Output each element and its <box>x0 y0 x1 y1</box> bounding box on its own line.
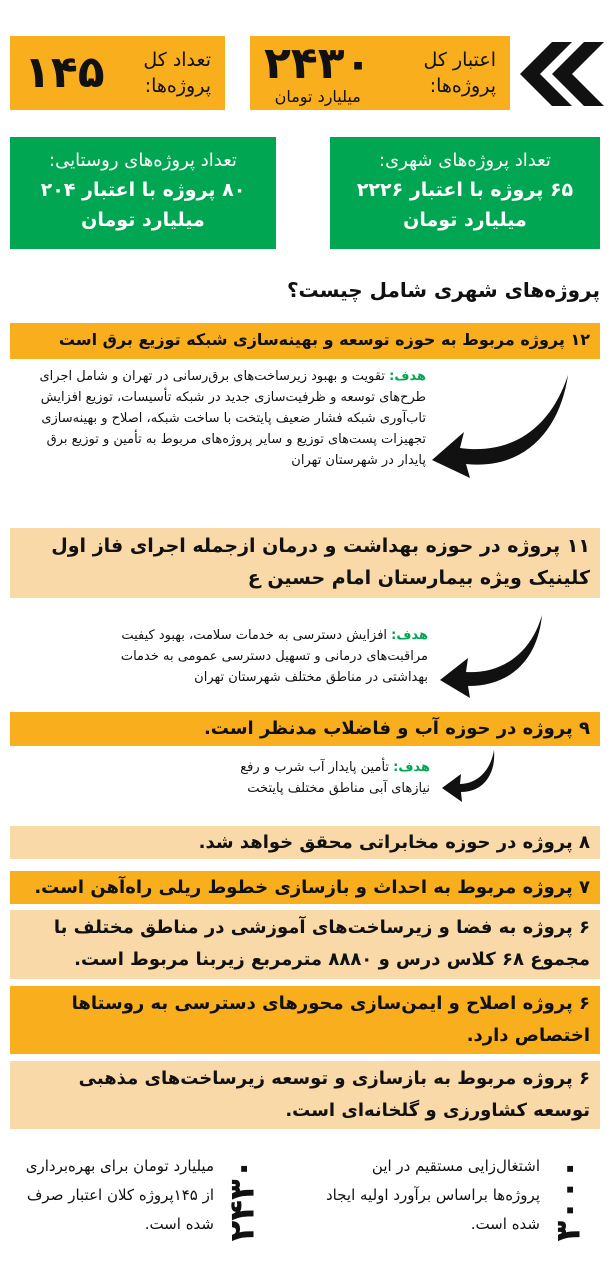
jobs-text: اشتغال‌زایی مستقیم در این پروژه‌ها براساس برآورد اولیه ایجاد شده است. <box>325 1157 540 1233</box>
credit-text: میلیارد تومان برای بهره‌برداری از ۱۴۵پروژه کلان اعتبار صرف شده است. <box>25 1157 214 1233</box>
section-title: ۱۲ پروژه مربوط به حوزه توسعه و بهینه‌سازی شبکه توزیع برق است <box>10 323 600 359</box>
rural-title: تعداد پروژه‌های روستایی: <box>49 150 237 171</box>
jobs-value-rotated <box>548 1150 588 1250</box>
rural-projects-box <box>10 137 276 249</box>
curved-arrow-icon <box>430 370 575 480</box>
section-goal <box>18 366 426 471</box>
curved-arrow-icon <box>440 748 500 808</box>
goal-text: افزایش دسترسی به خدمات سلامت، بهبود کیفیت مراقبت‌های درمانی و تسهیل دسترسی عمومی به خدمات بهداشتی در مناطق مختلف شهرستان تهران <box>120 628 428 685</box>
goal-text: تأمین پایدار آب شرب و رفع نیازهای آبی مناطق مختلف پایتخت <box>240 760 430 796</box>
chevron-left-icon <box>512 42 604 106</box>
section-title: ۸ پروژه در حوزه مخابراتی محقق خواهد شد. <box>10 826 600 859</box>
urban-title: تعداد پروژه‌های شهری: <box>379 150 551 171</box>
curved-arrow-icon <box>438 612 548 700</box>
urban-line2: میلیارد تومان <box>403 209 527 231</box>
goal-text: تقویت و بهبود زیرساخت‌های برق‌رسانی در تهران و شامل اجرای طرح‌های توسعه و ظرفیت‌سازی جدید در شبکه تأسیسات، توزیع افزایش تاب‌آوری شبکه فشار ضعیف پایتخت با ساخت شبکه، اصلاح و بهینه‌سازی تجهیزات پست‌های توزیع و سایر پروژه‌های مربوط به تأمین و توزیع برق پایدار در شهرستان تهران <box>39 369 426 468</box>
urban-projects-box <box>330 137 600 249</box>
section-title: ۱۱ پروژه در حوزه بهداشت و درمان ازجمله اجرای فاز اول کلینیک ویژه بیمارستان امام حسین ع <box>10 528 600 598</box>
rural-line2: میلیارد تومان <box>81 209 205 231</box>
total-credit-unit: میلیارد تومان <box>274 86 361 106</box>
credit-value: ۲۴۳۰ <box>222 1158 263 1242</box>
goal-label: هدف: <box>391 628 428 643</box>
section-title: ۹ پروژه در حوزه آب و فاضلاب مدنظر است. <box>10 712 600 746</box>
section-goal <box>100 625 428 688</box>
total-count-label: تعداد کل پروژه‌ها: <box>143 49 211 97</box>
total-credit-value: ۲۴۳۰ <box>264 37 372 89</box>
goal-label: هدف: <box>393 760 430 775</box>
section-heading: پروژه‌های شهری شامل چیست؟ <box>286 278 600 302</box>
credit-value-rotated <box>222 1150 262 1250</box>
total-count-value: ۱۴۵ <box>24 47 105 98</box>
rural-line1: ۸۰ پروژه با اعتبار ۲۰۴ <box>40 179 246 201</box>
total-credit-label: اعتبار کل پروژه‌ها: <box>423 49 496 97</box>
total-count-box <box>10 36 225 110</box>
section-goal <box>200 757 430 799</box>
urban-line1: ۶۵ پروژه با اعتبار ۲۲۲۶ <box>356 179 574 201</box>
goal-label: هدف: <box>389 369 426 384</box>
total-credit-box <box>250 36 510 110</box>
section-title: ۷ پروژه مربوط به احداث و بازسازی خطوط ریلی راه‌آهن است. <box>10 871 600 904</box>
section-title: ۶ پروژه به فضا و زیرساخت‌های آموزشی در مناطق مختلف با مجموع ۶۸ کلاس درس و ۸۸۸۰ مترمربع زیربنا مربوط است. <box>10 910 600 979</box>
section-title: ۶ پروژه مربوط به بازسازی و توسعه زیرساخت‌های مذهبی توسعه کشاورزی و گلخانه‌ای است. <box>10 1061 600 1129</box>
section-title: ۶ پروژه اصلاح و ایمن‌سازی محورهای دسترسی به روستاها اختصاص دارد. <box>10 986 600 1054</box>
jobs-value: ۳۰۰۰ <box>548 1158 589 1242</box>
